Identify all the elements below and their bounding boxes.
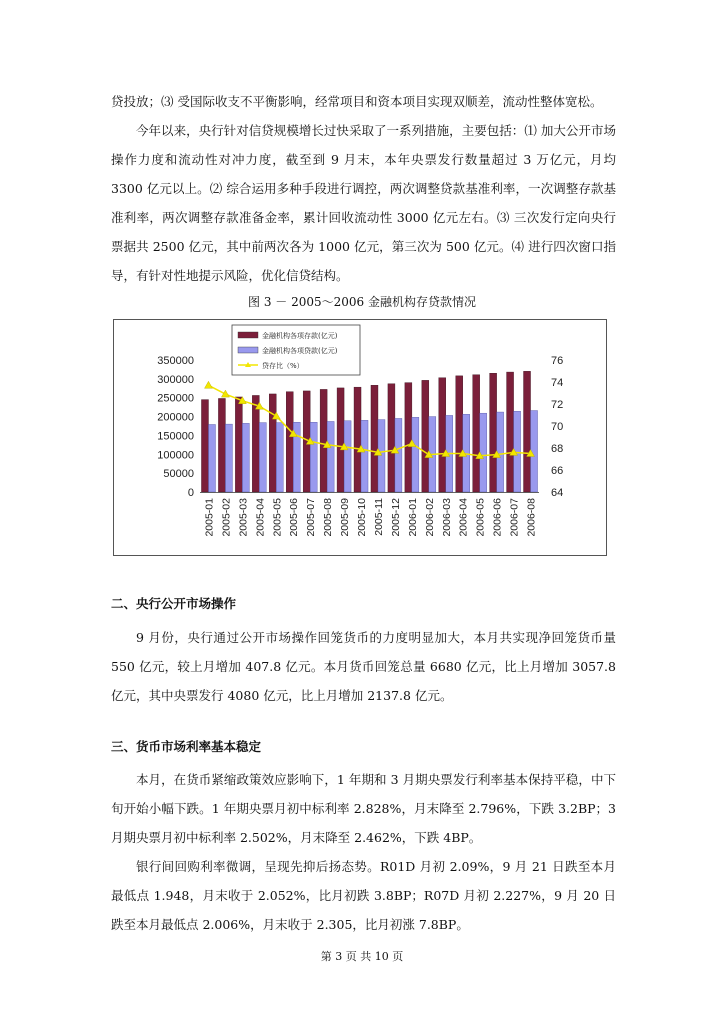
x-axis-category-label: 2005-03 <box>237 498 250 537</box>
deposit-bar <box>337 388 344 492</box>
x-axis-category-label: 2005-05 <box>271 498 284 537</box>
deposit-bar <box>473 375 480 492</box>
legend-swatch <box>238 332 258 338</box>
right-axis-tick-label: 66 <box>551 465 564 477</box>
legend-label: 金融机构各项存款(亿元) <box>262 332 338 340</box>
loan-bar <box>225 424 232 492</box>
deposit-bar <box>286 392 293 492</box>
deposit-bar <box>252 395 259 492</box>
deposit-bar <box>422 380 429 492</box>
deposit-bar <box>201 400 208 492</box>
x-axis-category-label: 2006-05 <box>474 498 487 537</box>
loan-bar <box>242 423 249 492</box>
figure-caption: 图 3 － 2005～2006 金融机构存贷款情况 <box>248 295 476 309</box>
loan-bar <box>208 424 215 492</box>
x-axis-category-label: 2005-01 <box>203 498 216 537</box>
section-heading-money-market-rates: 三、货币市场利率基本稳定 <box>111 739 262 754</box>
deposit-bar <box>456 376 463 492</box>
x-axis-category-label: 2006-03 <box>440 498 453 537</box>
deposit-bar <box>354 387 361 492</box>
deposit-bar <box>405 383 412 492</box>
deposit-bar <box>524 371 531 492</box>
paragraph-central-bank-measures: 今年以来，央行针对信贷规模增长过快采取了一系列措施，主要包括：⑴ 加大公开市场操作力度和流动性对冲力度，截至到 9 月末，本年央票发行数量超过 3 万亿元，月均 3300 亿元以上。⑵ 综合运用多种手段进行调控，两次调整贷款基准利率，一次调整存款基准利率，两次调整存款准备金率，累计回收流动性 3000 亿元左右。⑶ 三次发行定向央行票据共 2500 亿元，其中前两次各为 1000 亿元，第三次为 500 亿元。⑷ 进行四次窗口指导，有针对性地提示风险，优化信贷结构。 <box>111 123 616 283</box>
left-axis-tick-label: 100000 <box>157 449 194 462</box>
section-heading-open-market: 二、央行公开市场操作 <box>111 596 237 611</box>
loan-bar <box>327 421 334 492</box>
legend-swatch <box>238 347 258 353</box>
right-axis-tick-label: 68 <box>551 443 564 455</box>
left-axis-tick-label: 250000 <box>157 392 194 405</box>
x-axis-category-label: 2005-09 <box>339 498 352 537</box>
left-axis-tick-label: 150000 <box>157 430 194 443</box>
ratio-marker <box>204 381 212 388</box>
deposit-bar <box>507 372 514 492</box>
deposit-loan-chart <box>113 319 607 556</box>
paragraph-open-market-ops: 9 月份，央行通过公开市场操作回笼货币的力度明显加大，本月共实现净回笼货币量 550 亿元，较上月增加 407.8 亿元。本月货币回笼总量 6680 亿元，比上月增加 3057.8 亿元，其中央票发行 4080 亿元，比上月增加 2137.8 亿元。 <box>111 630 616 703</box>
x-axis-category-label: 2006-02 <box>423 498 436 537</box>
right-axis-tick-label: 72 <box>551 399 564 411</box>
paragraph-repo-rates: 银行间回购利率微调，呈现先抑后扬态势。R01D 月初 2.09%，9 月 21 日跌至本月最低点 1.948，月末收于 2.052%，比月初跌 3.8BP；R07D 月初 2.227%，9 月 20 日跌至本月最低点 2.006%，月末收于 2.305，比月初涨 7.8BP。 <box>111 859 616 932</box>
right-axis-tick-label: 70 <box>551 421 564 433</box>
left-axis-tick-label: 350000 <box>157 355 194 367</box>
left-axis-tick-label: 300000 <box>157 373 194 386</box>
loan-bar <box>497 412 504 492</box>
loan-bar <box>310 422 317 492</box>
x-axis-category-label: 2005-10 <box>356 498 369 537</box>
x-axis-category-label: 2005-06 <box>288 498 301 537</box>
loan-bar <box>344 421 351 492</box>
deposit-bar <box>269 394 276 492</box>
right-axis-tick-label: 74 <box>551 377 564 389</box>
left-axis-tick-label: 0 <box>187 487 194 499</box>
paragraph-liquidity-causes: 贷投放；⑶ 受国际收支不平衡影响，经常项目和资本项目实现双顺差，流动性整体宽松。 <box>111 94 603 109</box>
paragraph-bill-rates: 本月，在货币紧缩政策效应影响下，1 年期和 3 月期央票发行利率基本保持平稳，中下旬开始小幅下跌。1 年期央票月初中标利率 2.828%，月末降至 2.796%，下跌 3.2BP；3 月期央票月初中标利率 2.502%，月末降至 2.462%，下跌 4BP。 <box>111 772 616 845</box>
right-axis-tick-label: 76 <box>551 355 564 367</box>
x-axis-category-label: 2005-11 <box>372 498 385 536</box>
chart-canvas <box>114 320 606 555</box>
loan-bar <box>480 413 487 492</box>
page-number: 第 3 页 共 10 页 <box>320 950 404 963</box>
loan-bar <box>259 423 266 492</box>
left-axis-tick-label: 50000 <box>163 468 194 481</box>
legend-label: 金融机构各项贷款(亿元) <box>262 347 338 355</box>
loan-bar <box>361 420 368 492</box>
deposit-bar <box>388 384 395 492</box>
legend-label: 贷存比（%） <box>262 362 304 370</box>
deposit-bar <box>371 385 378 492</box>
deposit-bar <box>490 373 497 492</box>
deposit-bar <box>320 389 327 492</box>
x-axis-category-label: 2005-02 <box>220 498 233 537</box>
deposit-bar <box>235 397 242 492</box>
deposit-bar <box>218 398 225 492</box>
right-axis-tick-label: 64 <box>551 487 564 499</box>
loan-bar <box>412 417 419 492</box>
loan-bar <box>378 420 385 492</box>
x-axis-category-label: 2005-04 <box>254 498 267 537</box>
ratio-marker <box>221 390 229 397</box>
x-axis-category-label: 2005-08 <box>322 498 335 537</box>
x-axis-category-label: 2006-07 <box>508 498 521 537</box>
x-axis-category-label: 2005-12 <box>389 498 402 537</box>
x-axis-category-label: 2006-01 <box>406 498 419 537</box>
x-axis-category-label: 2006-04 <box>457 498 470 537</box>
loan-bar <box>276 423 283 492</box>
loan-bar <box>395 418 402 492</box>
deposit-bar <box>439 378 446 492</box>
x-axis-category-label: 2006-06 <box>491 498 504 537</box>
left-axis-tick-label: 200000 <box>157 411 194 424</box>
x-axis-category-label: 2006-08 <box>525 498 538 537</box>
x-axis-category-label: 2005-07 <box>305 498 318 537</box>
